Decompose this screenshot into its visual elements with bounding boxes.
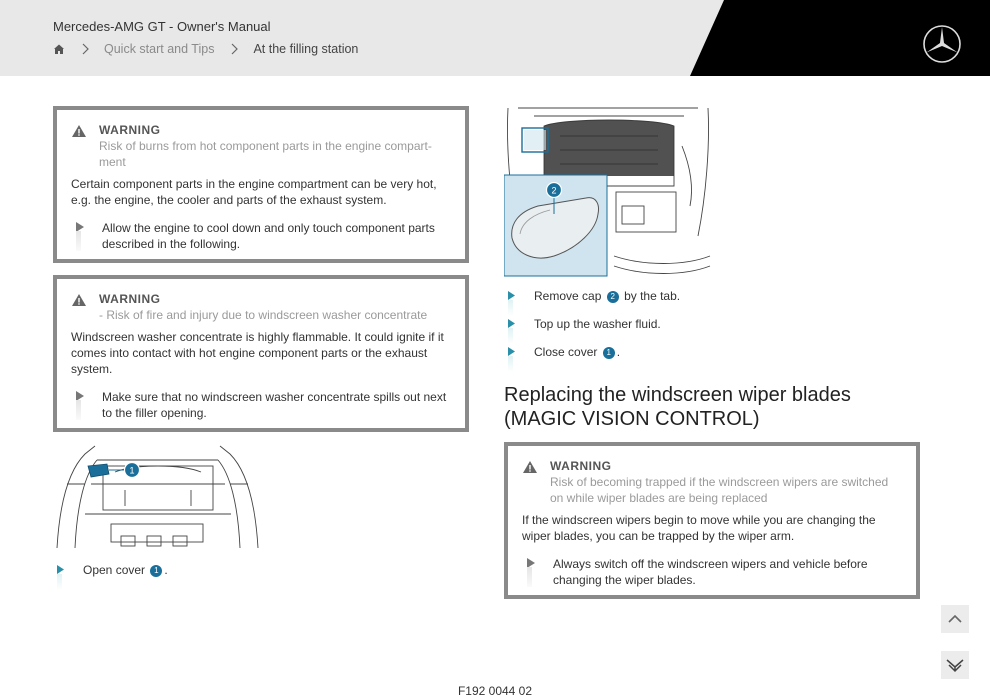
step-close-cover xyxy=(504,344,924,360)
warning-triangle-icon xyxy=(71,293,87,307)
chevron-right-icon xyxy=(81,43,89,55)
figure-callout-2: 2 xyxy=(551,185,557,196)
callout-badge-2: 2 xyxy=(607,291,619,303)
step-marker-bar xyxy=(508,300,513,316)
washer-reservoir-figure xyxy=(504,106,712,277)
figure-code: F192 0044 02 xyxy=(457,684,533,698)
warning-step xyxy=(71,220,451,252)
callout-badge-1: 1 xyxy=(603,347,615,359)
callout-badge-1: 1 xyxy=(150,565,162,577)
warning-step-text: Always switch off the windscreen wipers and vehicle before changing the wiper blades. xyxy=(553,557,868,587)
warning-header xyxy=(71,291,451,323)
warning-box-wiper-trap xyxy=(504,442,920,599)
section-heading-line1: Replacing the windscreen wiper blades xyxy=(504,384,851,406)
chevron-right-icon xyxy=(230,43,238,55)
warning-body: Windscreen washer concentrate is highly flammable. It could ignite if it comes into contact with hot engine component parts or the exhaust system. xyxy=(71,330,444,376)
chevron-up-icon xyxy=(947,614,963,624)
amg-logo-button[interactable] xyxy=(941,651,969,679)
warning-triangle-icon xyxy=(71,124,87,138)
step-marker-bar xyxy=(57,574,62,590)
step-arrow-icon xyxy=(508,291,515,300)
amg-logo-icon xyxy=(945,657,965,673)
warning-header xyxy=(71,122,451,170)
step-text-suffix: . xyxy=(616,345,621,359)
warning-title: WARNING xyxy=(550,459,612,473)
step-arrow-icon xyxy=(508,319,515,328)
warning-step-text: Make sure that no windscreen washer concentrate spills out next to the filler opening. xyxy=(102,390,447,420)
warning-step xyxy=(522,556,902,588)
scroll-to-top-button[interactable] xyxy=(941,605,969,633)
step-text: Open cover xyxy=(83,563,146,577)
step-marker-bar xyxy=(508,328,513,344)
step-marker-bar xyxy=(76,231,81,251)
step-text: Top up the washer fluid. xyxy=(534,317,661,331)
mercedes-star-icon[interactable] xyxy=(922,24,962,64)
warning-triangle-icon xyxy=(522,460,538,474)
warning-box-hot-components xyxy=(53,106,469,263)
warning-box-washer-concentrate xyxy=(53,275,469,432)
step-text-suffix: . xyxy=(164,563,168,577)
section-heading-line2: (MAGIC VISION CONTROL) xyxy=(504,408,760,430)
breadcrumb-link-quick-start[interactable]: Quick start and Tips xyxy=(104,42,215,56)
step-text: Close cover xyxy=(534,345,598,359)
warning-subtitle: Risk of becoming trapped if the windscreen wipers are switched on while wiper blades are being replaced xyxy=(550,475,889,505)
step-marker-bar xyxy=(527,567,532,587)
manual-title: Mercedes-AMG GT - Owner's Manual xyxy=(53,19,271,34)
warning-body: Certain component parts in the engine compartment can be very hot, e.g. the engine, the cooler and parts of the exhaust system. xyxy=(71,177,437,207)
warning-subtitle: Risk of burns from hot component parts in the engine compart-ment xyxy=(99,139,432,169)
warning-step xyxy=(71,389,451,421)
step-remove-cap xyxy=(504,288,924,304)
breadcrumb xyxy=(53,42,358,56)
step-arrow-icon xyxy=(508,347,515,356)
warning-title: WARNING xyxy=(99,292,161,306)
step-top-up-fluid xyxy=(504,316,924,332)
figure-callout-1: 1 xyxy=(129,465,135,476)
warning-body: If the windscreen wipers begin to move while you are changing the wiper blades, you can be trapped by the wiper arm. xyxy=(522,513,876,543)
warning-subtitle: - Risk of fire and injury due to windscreen washer concentrate xyxy=(99,308,428,322)
warning-header xyxy=(522,458,902,506)
warning-title: WARNING xyxy=(99,123,161,137)
home-icon[interactable] xyxy=(53,43,65,55)
breadcrumb-current: At the filling station xyxy=(253,42,359,56)
step-marker-bar xyxy=(76,400,81,420)
step-open-cover xyxy=(53,562,453,578)
engine-compartment-figure-left xyxy=(55,444,260,552)
step-text-suffix: by the tab. xyxy=(624,289,681,303)
step-arrow-icon xyxy=(57,565,64,574)
step-text: Remove cap xyxy=(534,289,602,303)
section-heading xyxy=(504,383,924,431)
warning-step-text: Allow the engine to cool down and only touch component parts described in the following. xyxy=(102,221,435,251)
step-marker-bar xyxy=(508,356,513,372)
